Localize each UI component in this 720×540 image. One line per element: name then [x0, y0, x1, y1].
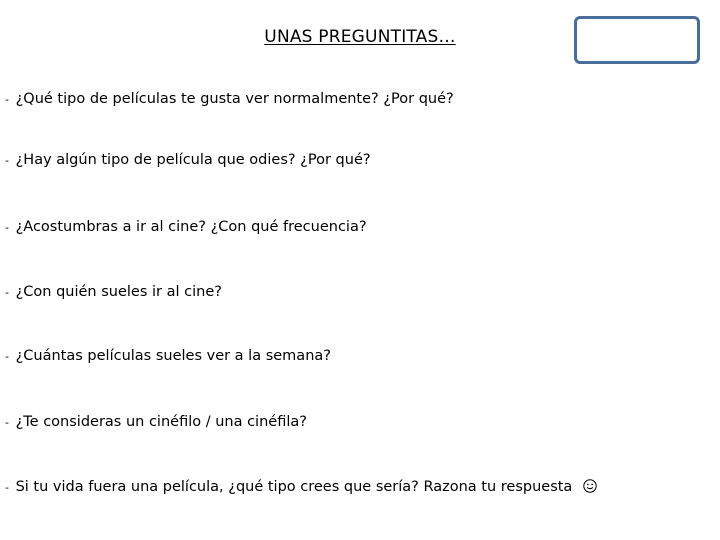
page-title: UNAS PREGUNTITAS… — [264, 27, 456, 47]
question-text: Si tu vida fuera una película, ¿qué tipo crees que sería? Razona tu respuesta — [15, 479, 573, 495]
question-item — [5, 219, 367, 235]
question-text: ¿Cuántas películas sueles ver a la semana? — [15, 348, 331, 364]
question-item — [5, 414, 307, 430]
question-item — [5, 284, 222, 300]
question-text: ¿Hay algún tipo de película que odies? ¿Por qué? — [15, 152, 371, 168]
bullet-marker: - — [5, 416, 9, 429]
bullet-marker: - — [5, 221, 9, 234]
bullet-marker: - — [5, 286, 9, 299]
question-text: ¿Te consideras un cinéfilo / una cinéfila? — [15, 414, 307, 430]
question-text: ¿Qué tipo de películas te gusta ver normalmente? ¿Por qué? — [15, 91, 454, 107]
question-text: ¿Acostumbras a ir al cine? ¿Con qué frecuencia? — [15, 219, 367, 235]
question-item — [5, 348, 331, 364]
bullet-marker: - — [5, 350, 9, 363]
question-item — [5, 91, 454, 107]
question-text: ¿Con quién sueles ir al cine? — [15, 284, 222, 300]
bullet-marker: - — [5, 93, 9, 106]
bullet-marker: - — [5, 481, 9, 494]
smiley-icon — [583, 479, 597, 497]
bullet-marker: - — [5, 154, 9, 167]
question-item — [5, 152, 371, 168]
question-item — [5, 479, 597, 497]
